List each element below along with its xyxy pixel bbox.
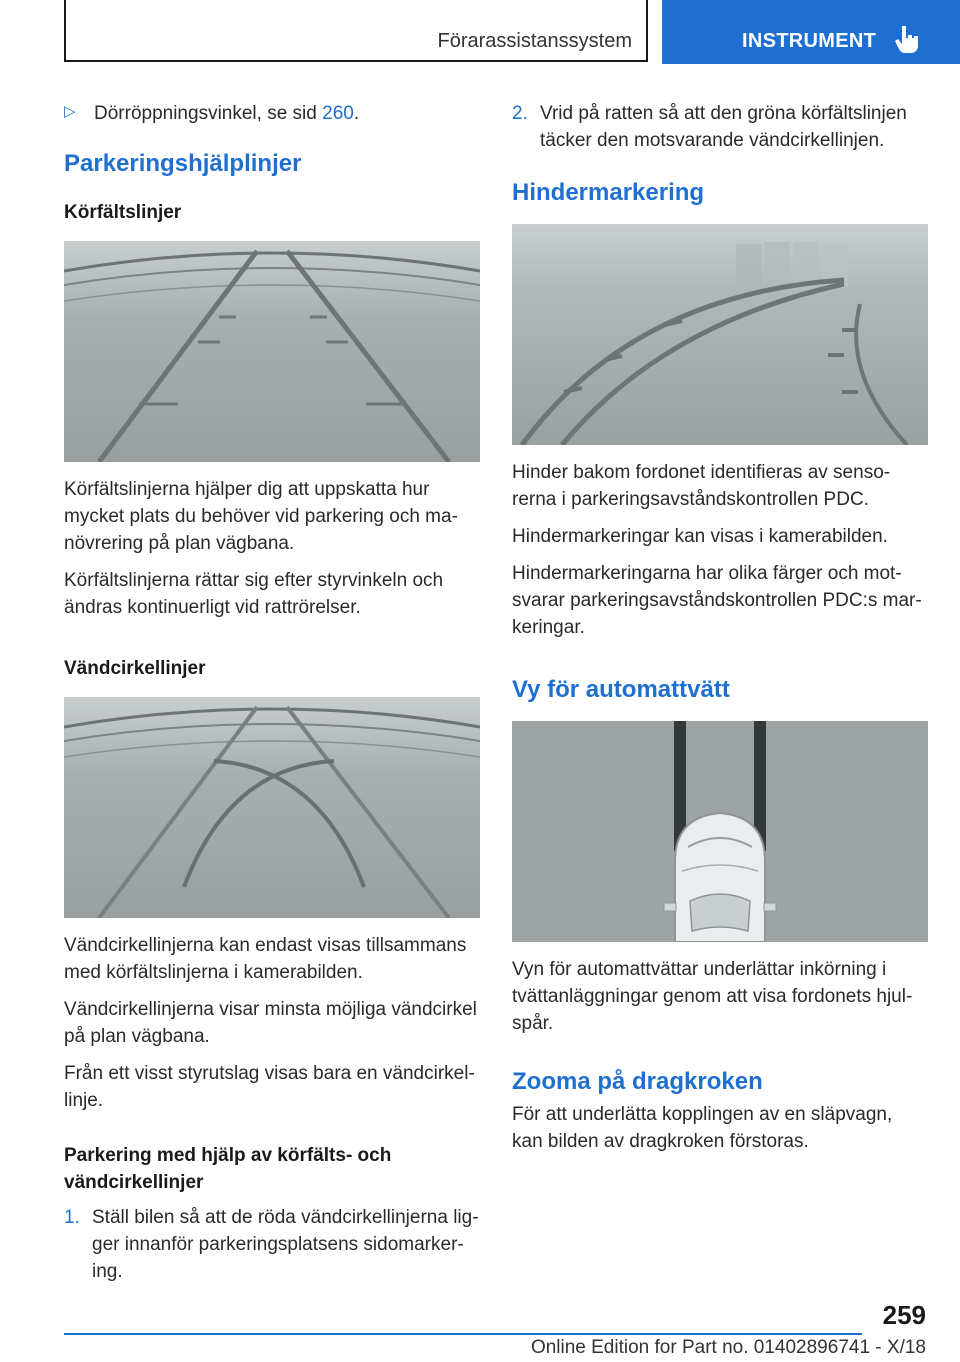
- section-title-parking-lines: Parkeringshjälplinjer: [64, 150, 302, 177]
- step-2: [512, 100, 928, 154]
- lane-paragraph-2: Körfältslinjerna rättar sig efter styrvinkeln och ändras kontinuerligt vid rattrörelser.: [64, 570, 444, 618]
- turn-lines-figure: [64, 697, 480, 918]
- left-column: [64, 100, 480, 1285]
- pointing-hand-icon: [894, 24, 920, 54]
- turn-paragraph-1: Vändcirkellinjerna kan endast visas tillsammans med körfältslinjerna i kamerabilden.: [64, 935, 467, 983]
- turn-paragraph-3: Från ett visst styrutslag visas bara en vändcirkellinje.: [64, 1063, 475, 1111]
- subheading-lane-lines: Körfältslinjer: [64, 202, 182, 223]
- page-number: 259: [882, 1300, 926, 1330]
- subheading-turn-lines: Vändcirkellinjer: [64, 658, 206, 679]
- step-2-text: Vrid på ratten så att den gröna körfältslinjen täcker den motsvarande vändcirkellinjen.: [540, 103, 907, 151]
- step-1-number: 1.: [64, 1207, 80, 1228]
- step-1: [64, 1204, 480, 1285]
- door-angle-page-link[interactable]: 260: [322, 103, 354, 124]
- lane-paragraph-1: Körfältslinjerna hjälper dig att uppskatta hur mycket plats du behöver vid parkering och manövrering på plan vägbana.: [64, 479, 458, 554]
- header-section-box: [64, 0, 648, 62]
- car-wash-view-figure: [512, 721, 928, 942]
- subheading-parking-with-lines: Parkering med hjälp av körfälts- och vändcirkellinjer: [64, 1145, 392, 1193]
- obstacle-paragraph-2: Hindermarkeringar kan visas i kamerabilden.: [512, 526, 888, 547]
- zoom-paragraph-1: För att underlätta kopplingen av en släpvagn, kan bilden av dragkroken förstoras.: [512, 1104, 893, 1152]
- header-chapter-label: INSTRUMENT: [742, 30, 877, 52]
- car-wash-paragraph-1: Vyn för automattvättar underlättar inkörning i tvättanläggningar genom att visa fordonets hjulspår.: [512, 959, 913, 1034]
- obstacle-marking-figure: [512, 224, 928, 445]
- obstacle-paragraph-3: Hindermarkeringarna har olika färger och motsvarar parkeringsavståndskontrollen PDC:s markeringar.: [512, 563, 922, 638]
- triangle-bullet-icon: ▷: [64, 103, 76, 120]
- door-angle-text: Dörröppningsvinkel, se sid: [94, 103, 317, 124]
- lane-lines-figure: [64, 241, 480, 462]
- obstacle-paragraph-1: Hinder bakom fordonet identifieras av sensorerna i parkeringsavståndskontrollen PDC.: [512, 462, 891, 510]
- door-angle-bullet: [64, 100, 480, 127]
- step-2-number: 2.: [512, 103, 528, 124]
- footer-divider: [64, 1333, 862, 1335]
- footer-edition: Online Edition for Part no. 01402896741 - X/18: [530, 1337, 926, 1358]
- section-title-car-wash: Vy för automattvätt: [512, 676, 730, 703]
- header-chapter-tab[interactable]: [662, 0, 960, 64]
- right-column: [512, 100, 928, 1165]
- door-angle-period: .: [353, 103, 360, 124]
- section-title-obstacle: Hindermarkering: [512, 179, 705, 206]
- turn-paragraph-2: Vändcirkellinjerna visar minsta möjliga vändcirkel på plan vägbana.: [64, 999, 477, 1047]
- section-title-zoom-hitch: Zooma på dragkroken: [512, 1068, 763, 1095]
- header-section-title: Förarassistanssystem: [437, 30, 632, 52]
- step-1-text: Ställ bilen så att de röda vändcirkellinjerna ligger innanför parkeringsplatsens sidomarkering.: [92, 1207, 479, 1282]
